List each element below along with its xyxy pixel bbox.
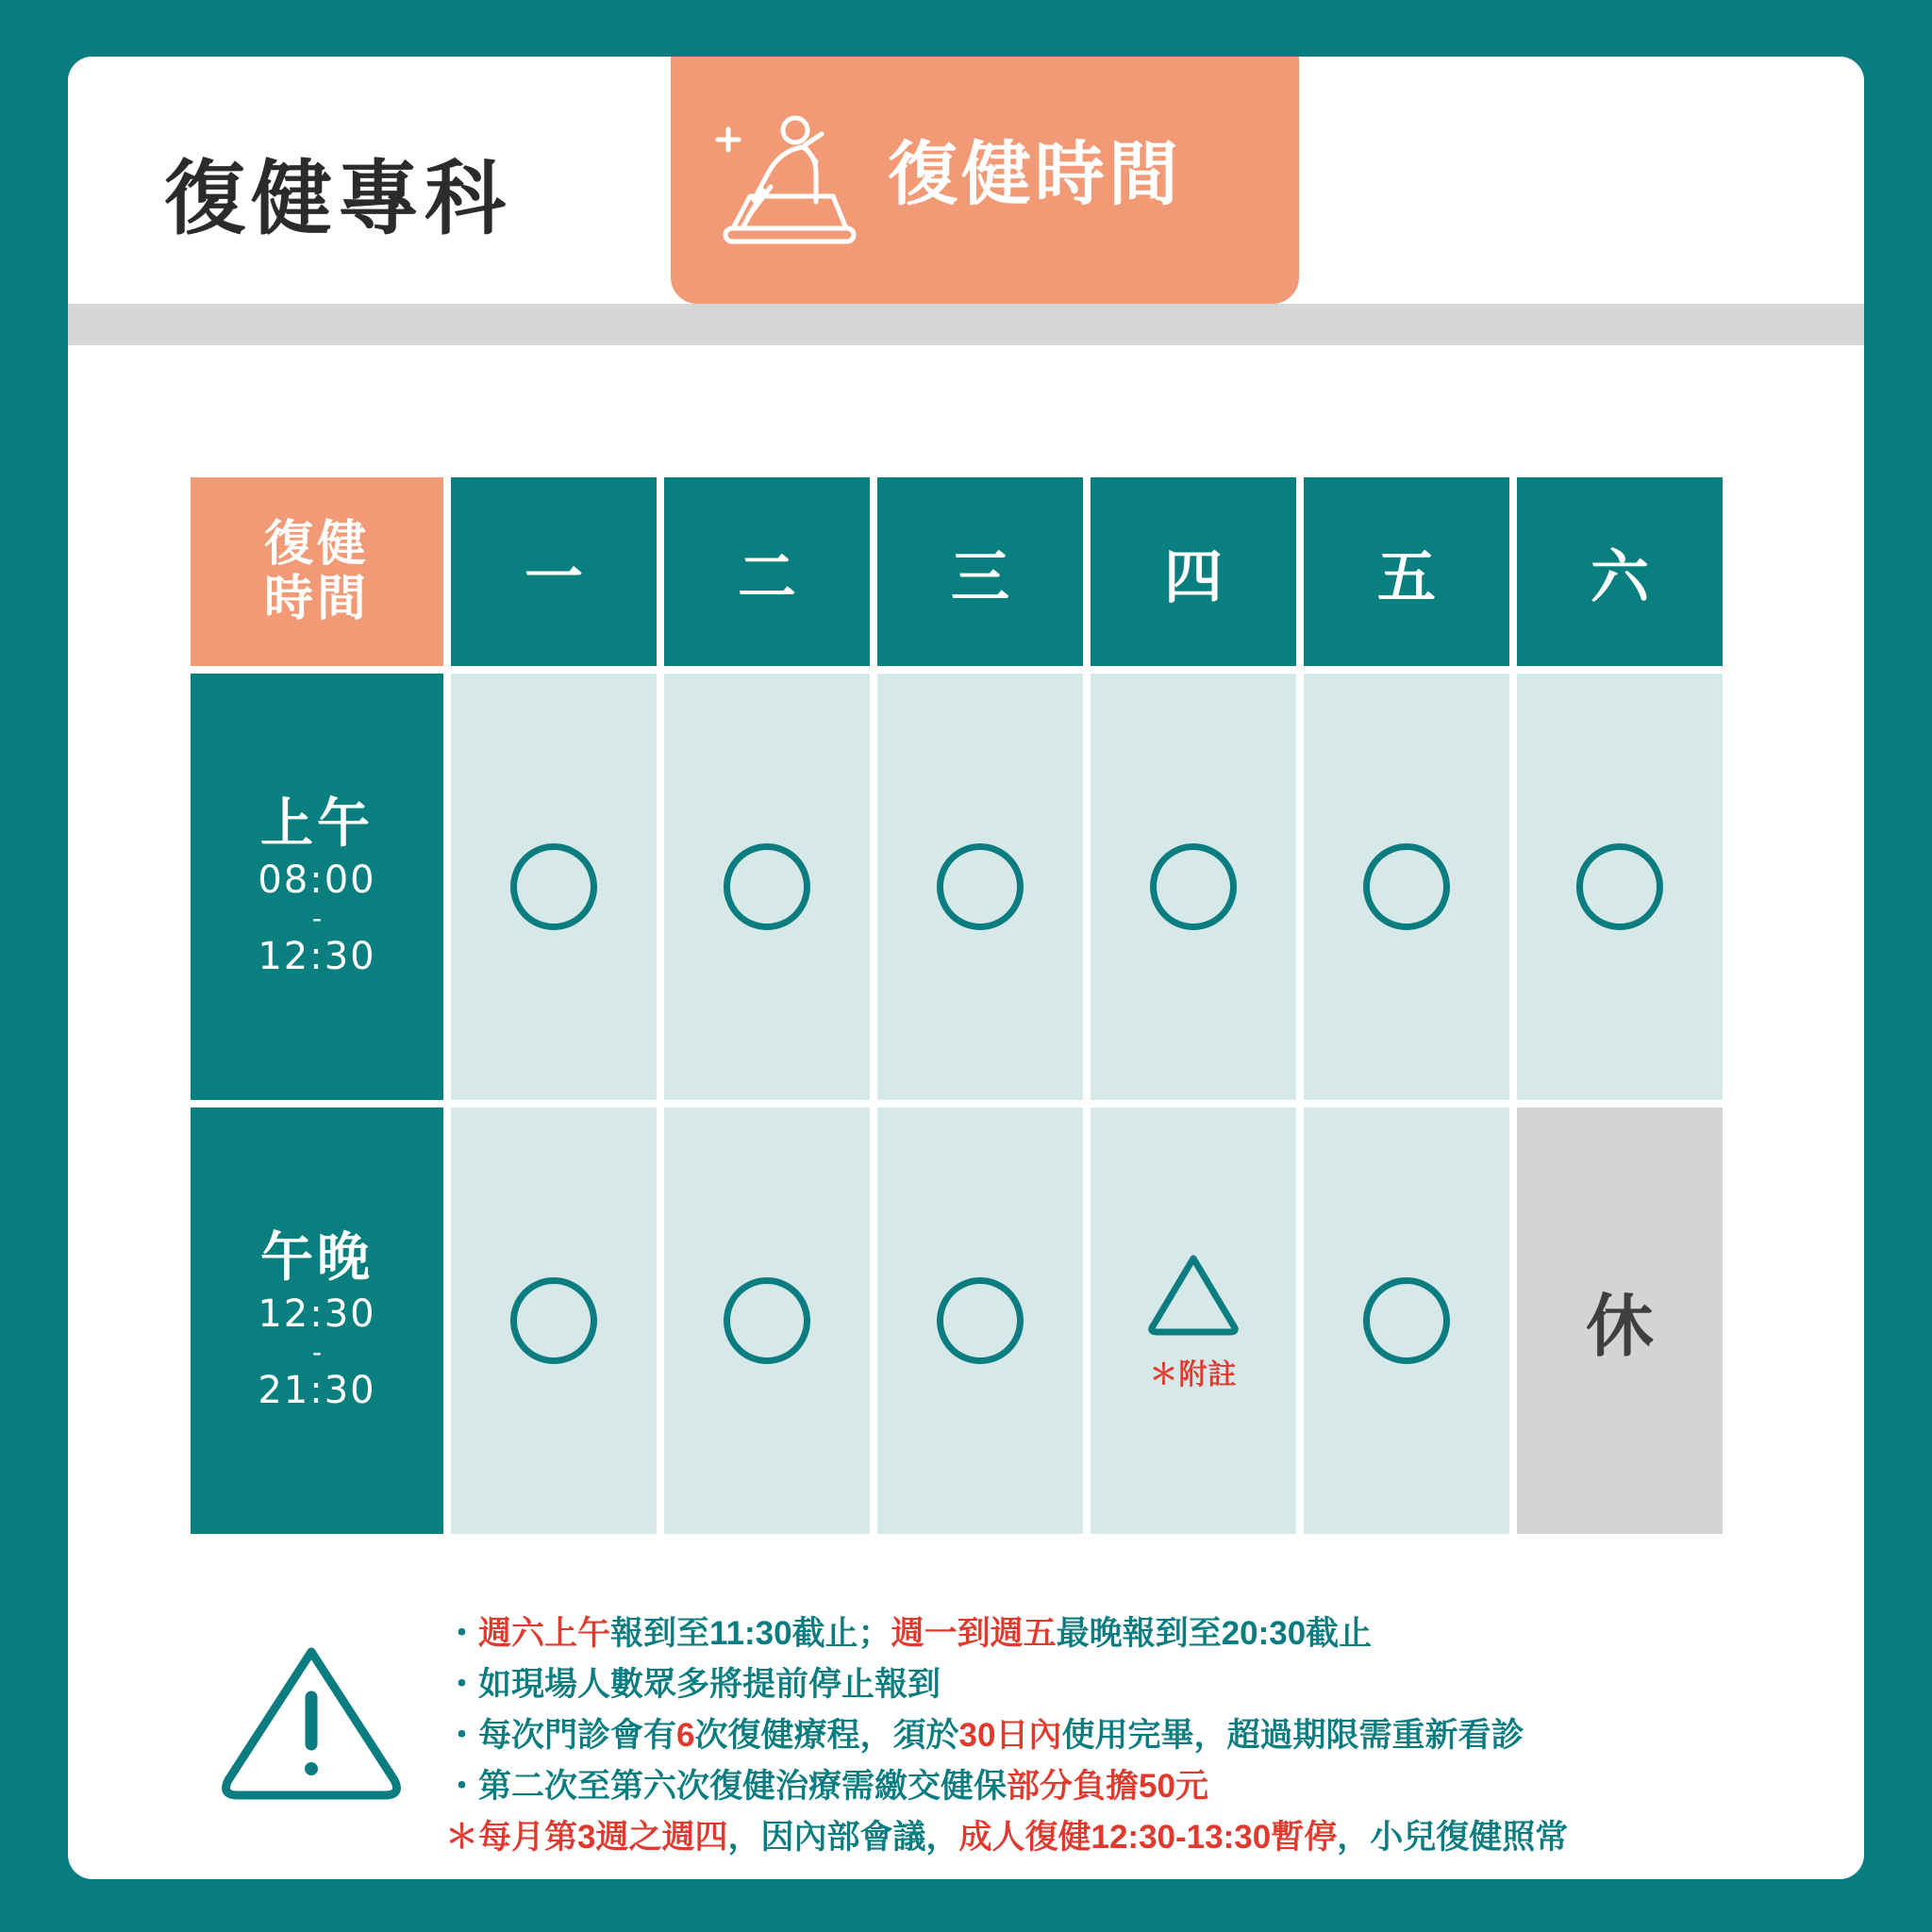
- notes-section: [191, 1608, 1785, 1863]
- brand-name: 適采聯合診所: [1435, 225, 1741, 275]
- open-circle-icon: [1363, 1277, 1450, 1364]
- open-circle-icon: [937, 843, 1024, 930]
- slot-morning-sat: [1517, 674, 1723, 1100]
- table-row: [191, 674, 1757, 1100]
- row-label-morning: [191, 674, 443, 1100]
- note-segment: 報到至11:30截止；: [610, 1615, 891, 1652]
- open-circle-icon: [1150, 843, 1237, 930]
- slot-evening-sat: [1517, 1108, 1723, 1534]
- note-segment: ・第二次至第六次復健治療需繳交健保: [445, 1768, 1008, 1805]
- note-line: [445, 1659, 1785, 1710]
- slot-evening-thu: [1091, 1108, 1296, 1534]
- slot-evening-thu-note: ＊附註: [1149, 1359, 1238, 1391]
- tab-rehab-hours-label: 復健時間: [888, 135, 1182, 213]
- open-circle-icon: [510, 843, 597, 930]
- row-label-evening-start: 12:30: [258, 1292, 376, 1337]
- corner-label-line2: 時間: [263, 572, 370, 626]
- row-label-evening-end: 21:30: [258, 1369, 376, 1413]
- note-segment: ＊: [445, 1819, 479, 1856]
- row-label-evening: [191, 1108, 443, 1534]
- row-label-evening-dash: -: [312, 1337, 322, 1369]
- note-line: [445, 1608, 1785, 1659]
- table-header-day-thu: 四: [1091, 477, 1296, 666]
- note-line: [445, 1812, 1785, 1863]
- note-segment: ，因內部會議，: [727, 1819, 959, 1856]
- note-segment: 週一到週五: [891, 1615, 1057, 1652]
- table-header-row: [191, 477, 1757, 666]
- slot-morning-thu: [1091, 674, 1296, 1100]
- table-header-day-wed: 三: [877, 477, 1083, 666]
- warning-triangle-icon: [217, 1639, 406, 1808]
- slot-morning-fri: [1304, 674, 1509, 1100]
- header-divider: [68, 304, 1864, 345]
- open-circle-icon: [1576, 843, 1663, 930]
- open-circle-icon: [1363, 843, 1450, 930]
- rehab-patient-icon: [705, 106, 874, 257]
- note-segment: 每月第3週之週四: [478, 1819, 728, 1856]
- notes-list: [445, 1608, 1785, 1863]
- corner-label-line1: 復健: [263, 516, 370, 572]
- open-circle-icon: [510, 1277, 597, 1364]
- row-label-morning-start: 08:00: [258, 858, 376, 903]
- note-segment: 成人復健12:30-13:30暫停: [958, 1819, 1338, 1856]
- note-segment: 週六上午: [478, 1615, 611, 1652]
- row-label-morning-dash: -: [312, 903, 322, 935]
- table-header-day-mon: 一: [451, 477, 657, 666]
- brand: [1362, 79, 1815, 296]
- open-circle-icon: [937, 1277, 1024, 1364]
- slot-evening-tue: [664, 1108, 870, 1534]
- note-line: [445, 1710, 1785, 1761]
- note-segment: ・如現場人數眾多將提前停止報到: [445, 1666, 941, 1703]
- table-corner-label: [191, 477, 443, 666]
- table-header-day-tue: 二: [664, 477, 870, 666]
- tooth-sparkle-icon: [1485, 83, 1655, 210]
- note-segment: ・每次門診會有: [445, 1717, 677, 1754]
- slot-morning-mon: [451, 674, 657, 1100]
- row-label-evening-title: 午晚: [260, 1226, 374, 1287]
- tab-rehab-hours[interactable]: [671, 57, 1299, 304]
- slot-morning-tue: [664, 674, 870, 1100]
- triangle-icon: [1144, 1249, 1242, 1336]
- table-row: [191, 1108, 1757, 1534]
- slot-evening-mon: [451, 1108, 657, 1534]
- schedule-table: [191, 477, 1757, 1541]
- note-segment: 最晚報到至20:30截止: [1056, 1615, 1373, 1652]
- table-header-day-fri: 五: [1304, 477, 1509, 666]
- slot-evening-wed: [877, 1108, 1083, 1534]
- note-segment: 30日內: [958, 1717, 1062, 1754]
- open-circle-icon: [724, 1277, 810, 1364]
- row-label-morning-end: 12:30: [258, 935, 376, 979]
- slot-morning-wed: [877, 674, 1083, 1100]
- note-segment: 部分負擔50元: [1007, 1768, 1208, 1805]
- note-segment: ・: [445, 1615, 479, 1652]
- closed-label: 休: [1585, 1290, 1654, 1365]
- header: [68, 57, 1864, 304]
- open-circle-icon: [724, 843, 810, 930]
- page-title: 復健專科: [164, 154, 511, 244]
- note-segment: ，小兒復健照常: [1337, 1819, 1569, 1856]
- note-segment: 使用完畢，超過期限需重新看診: [1061, 1717, 1524, 1754]
- info-card: [68, 57, 1864, 1879]
- note-line: [445, 1761, 1785, 1812]
- note-segment: 次復健療程，須於: [694, 1717, 959, 1754]
- row-label-morning-title: 上午: [260, 792, 374, 853]
- note-segment: 6: [676, 1717, 695, 1754]
- slot-evening-fri: [1304, 1108, 1509, 1534]
- table-header-day-sat: 六: [1517, 477, 1723, 666]
